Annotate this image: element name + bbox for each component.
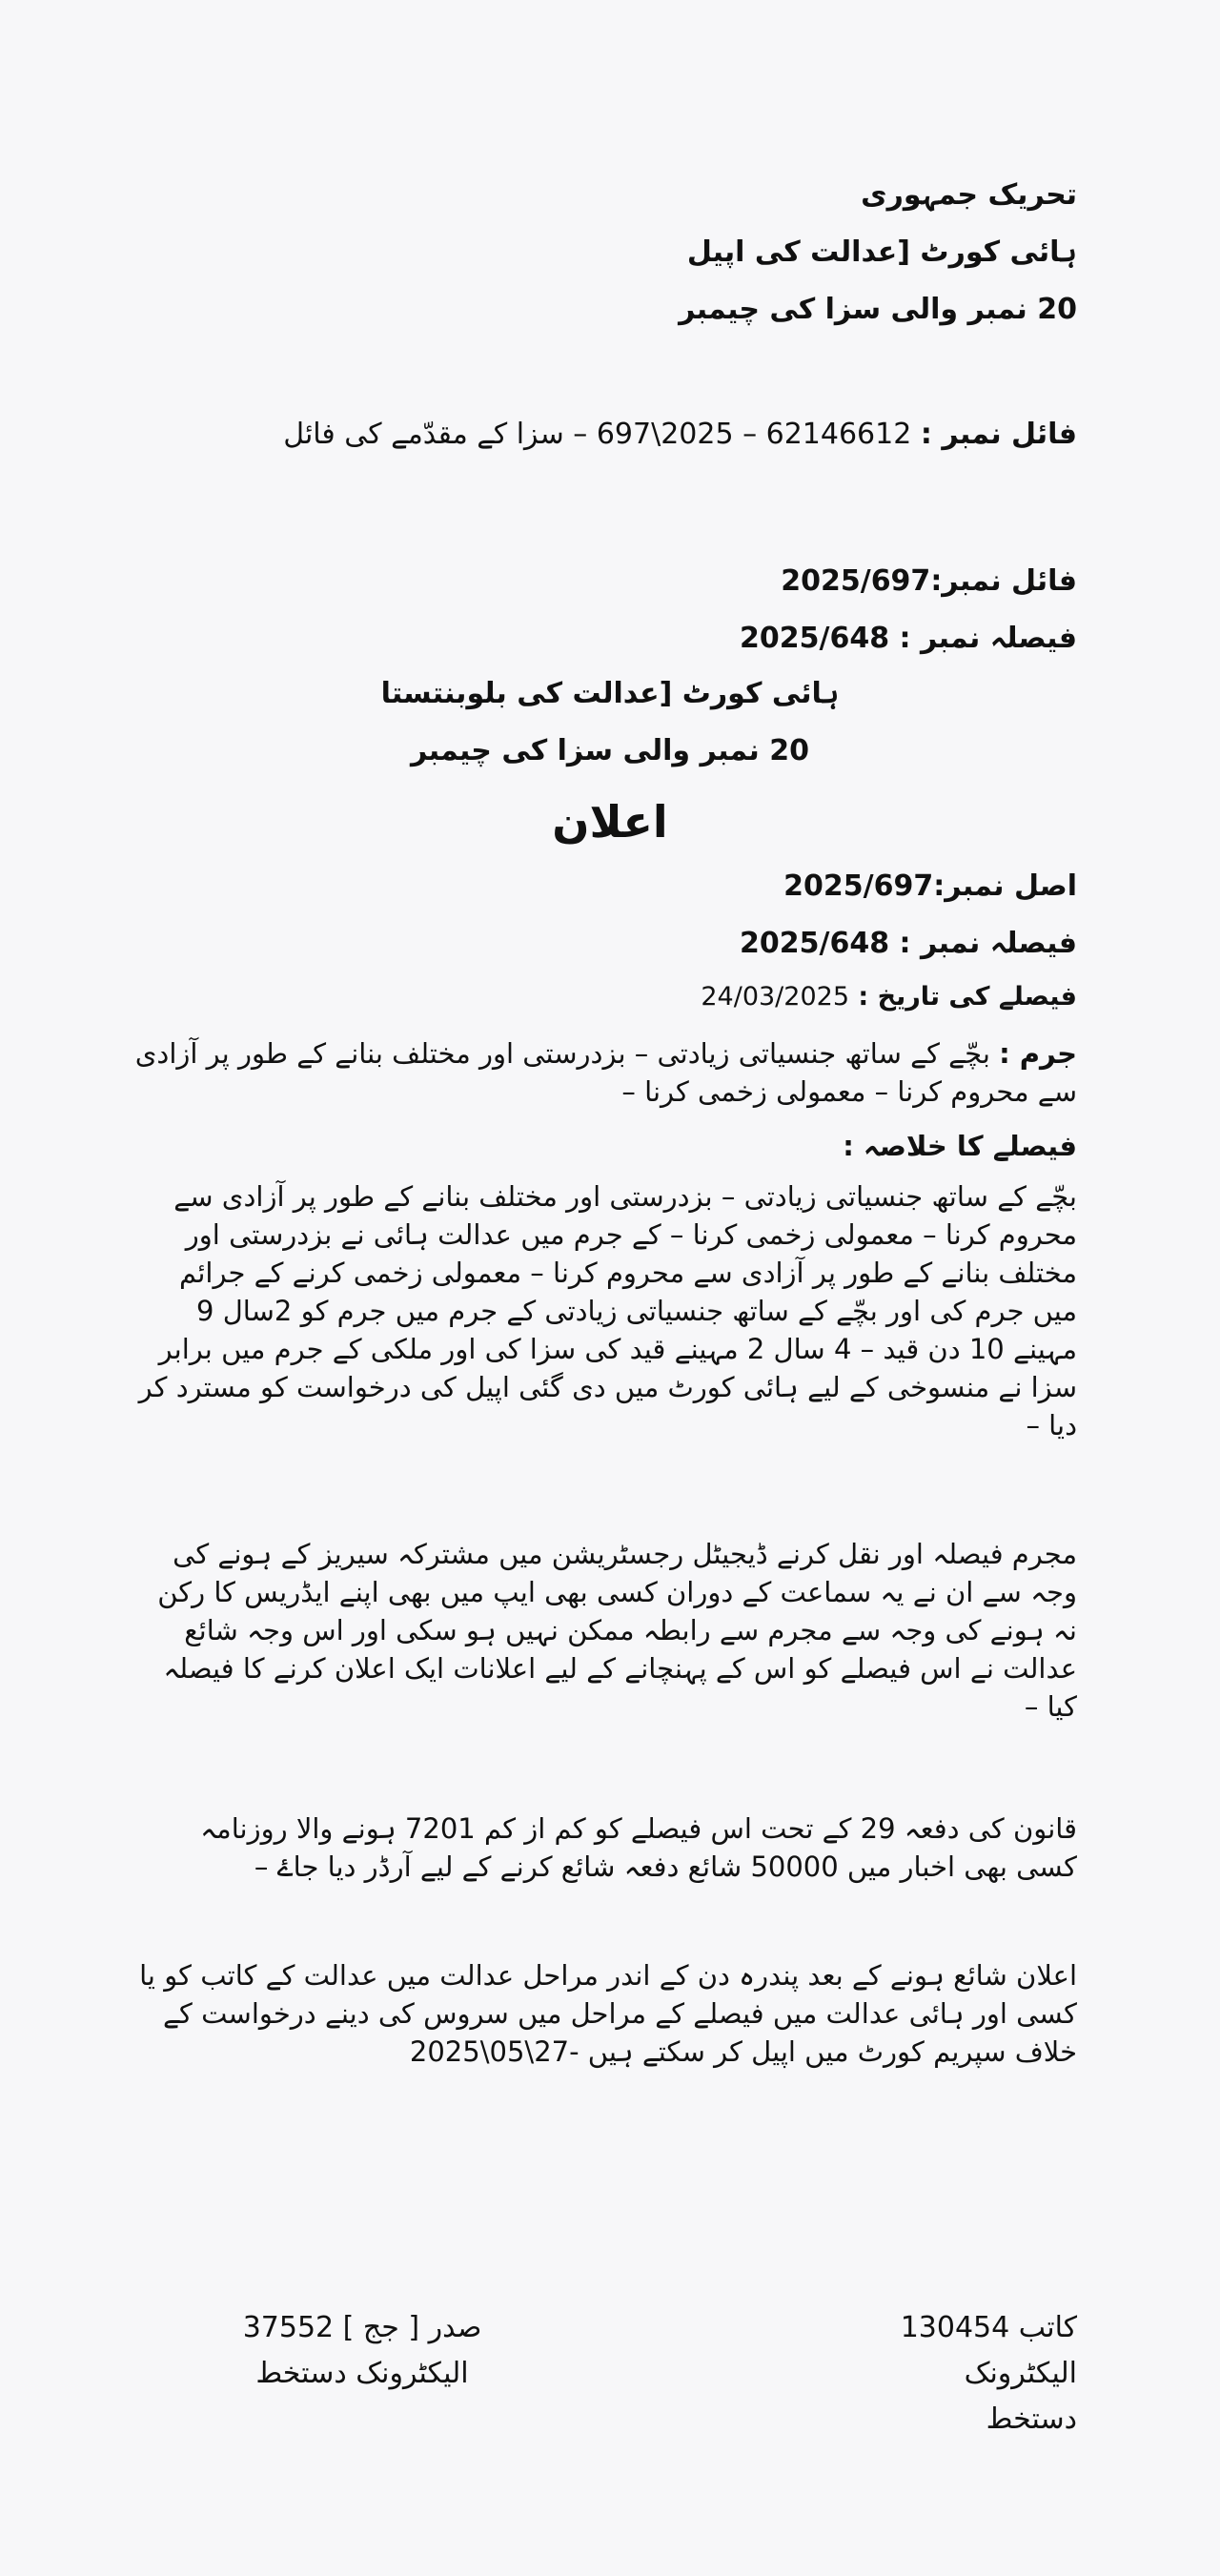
case-file-number	[781, 564, 1077, 598]
announcement-title: اعلان	[552, 796, 668, 848]
decision-number-value: 2025/648	[740, 927, 890, 960]
crime-text: بچّے کے ساتھ جنسیاتی زیادتی – بزدرستی اور مختلف بنانے کے طور پر آزادی سے محروم کرنا – معمولی زخمی کرنا –	[134, 1037, 1077, 1108]
header-line-2: ہائی کورٹ [عدالت کی اپیل	[686, 235, 1077, 269]
origin-number	[783, 869, 1077, 903]
decision-number-label: فیصلہ نمبر :	[899, 927, 1077, 960]
file-number-line	[152, 415, 1077, 455]
summary-heading: فیصلے کا خلاصہ :	[843, 1130, 1077, 1162]
case-decision-value: 2025/648	[740, 622, 890, 655]
crime-label: جرم :	[999, 1037, 1077, 1070]
clerk-signature-text: دستخط	[986, 2402, 1077, 2436]
decision-number	[740, 927, 1077, 960]
court-line-2: 20 نمبر والی سزا کی چیمبر	[411, 734, 809, 767]
case-file-value: 2025/697	[781, 564, 931, 598]
decision-date	[701, 982, 1077, 1012]
crime-paragraph	[133, 1034, 1077, 1111]
decision-date-label: فیصلے کی تاریخ :	[858, 982, 1077, 1012]
summary-paragraph-2: مجرم فیصلہ اور نقل کرنے ڈیجیٹل رجسٹریشن میں مشترکہ سیریز کے ہونے کی وجہ سے ان نے یہ سماعت کے دوران کسی بھی ایپ میں بھی اپنے ایڈریس کا رکن نہ ہونے کی وجہ سے مجرم سے رابطہ ممکن نہیں ہو سکی اور اس وجہ شائع عدالت نے اس فیصلے کو اس کے پہنچانے کے لیے اعلانات ایک اعلان کرنے کا فیصلہ کیا –	[157, 1538, 1077, 1723]
header-line-1: تحریک جمہوری	[861, 178, 1077, 212]
file-number-label: فائل نمبر :	[920, 418, 1077, 451]
case-decision-label: فیصلہ نمبر :	[899, 622, 1077, 655]
court-line-1: ہائی کورٹ [عدالت کی بلوبنتستا	[380, 677, 840, 710]
origin-number-value: 2025/697	[783, 869, 934, 903]
origin-number-label: اصل نمبر:	[933, 869, 1077, 903]
case-decision-number	[740, 622, 1077, 655]
judge-electronic-signature: الیکٹرونک دستخط	[255, 2357, 469, 2390]
clerk-signature	[901, 2305, 1077, 2443]
judge-signature	[205, 2305, 519, 2397]
decision-date-value: 24/03/2025	[701, 982, 849, 1012]
clerk-electronic: الیکٹرونک	[964, 2357, 1077, 2390]
judge-number: صدر [ جج ] 37552	[242, 2311, 482, 2344]
file-number-value: 62146612 – 2025\697 – سزا کے مقدّمے کی فائل	[283, 418, 912, 451]
clerk-number: کاتب 130454	[900, 2311, 1077, 2344]
header-line-3: 20 نمبر والی سزا کی چیمبر	[679, 293, 1077, 326]
summary-paragraph-3: قانون کی دفعہ 29 کے تحت اس فیصلے کو کم از کم 7201 ہونے والا روزنامہ کسی بھی اخبار میں 50000 شائع‎ دفعہ شائع کرنے کے لیے آرڈر دیا جاۓ –	[200, 1812, 1077, 1883]
case-file-label: فائل نمبر:	[930, 564, 1077, 598]
summary-paragraph-1: بچّے کے ساتھ جنسیاتی زیادتی – بزدرستی اور مختلف بنانے کے طور پر آزادی سے محروم کرنا – معمولی زخمی کرنا – کے جرم میں عدالت ہائی نے بزدرستی اور مختلف بنانے کے طور پر آزادی سے محروم کرنا – معمولی زخمی کرنے کے جرائم میں جرم کی اور بچّے کے ساتھ جنسیاتی زیادتی کے جرم میں جرم کو 2سال 9 مہینے 10 دن قید – 4 سال 2 مہینے قید کی سزا کی اور ملکی کے جرم میں برابر سزا نے منسوخی کے لیے ہائی کورٹ میں دی گئی اپیل کی درخواست کو مسترد کر دیا –	[138, 1180, 1077, 1441]
summary-paragraph-4: اعلان شائع ہونے کے بعد پندرہ دن کے اندر مراحل عدالت میں عدالت کے کاتب کو یا کسی اور ہائی عدالت میں فیصلے کے مراحل میں سروس کی دینے درخواست کے خلاف سپریم کورٹ میں اپیل کر سکتے ہیں -27\05\2025	[139, 1959, 1077, 2068]
